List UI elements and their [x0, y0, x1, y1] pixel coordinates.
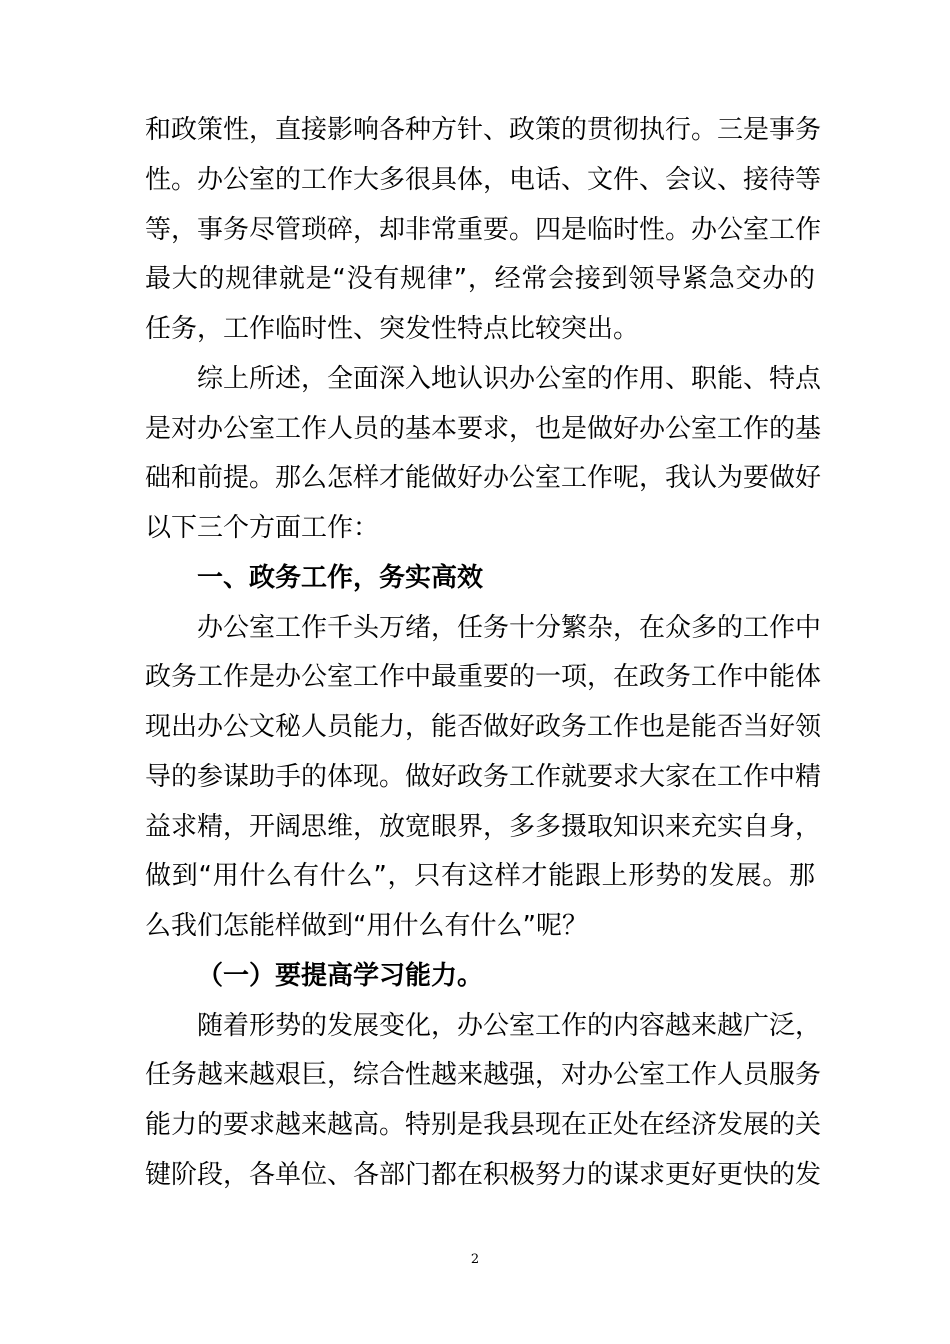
text-line: 是对办公室工作人员的基本要求，也是做好办公室工作的基 [145, 414, 822, 444]
text-line: 等，事务尽管琐碎，却非常重要。四是临时性。办公室工作 [145, 215, 822, 245]
text-line: 导的参谋助手的体现。做好政务工作就要求大家在工作中精 [145, 762, 822, 792]
text-line: 政务工作是办公室工作中最重要的一项，在政务工作中能体 [145, 662, 822, 692]
paragraph-first-line: 随着形势的发展变化，办公室工作的内容越来越广泛， [197, 1011, 822, 1041]
paragraph-first-line: 办公室工作千头万绪，任务十分繁杂，在众多的工作中 [197, 613, 822, 643]
text-line: 以下三个方面工作： [145, 513, 380, 543]
paragraph-first-line: 综上所述，全面深入地认识办公室的作用、职能、特点 [197, 364, 822, 394]
subsection-heading: （一）要提高学习能力。 [197, 961, 484, 991]
text-line: 键阶段，各单位、各部门都在积极努力的谋求更好更快的发 [145, 1160, 822, 1190]
section-heading: 一、政务工作，务实高效 [197, 563, 484, 593]
text-line: 做到“用什么有什么”，只有这样才能跟上形势的发展。那 [145, 861, 815, 891]
page-number: 2 [470, 1252, 480, 1267]
text-line: 任务越来越艰巨，综合性越来越强，对办公室工作人员服务 [145, 1060, 822, 1090]
text-line: 和政策性，直接影响各种方针、政策的贯彻执行。三是事务 [145, 115, 822, 145]
text-line: 益求精，开阔思维，放宽眼界，多多摄取知识来充实自身， [145, 812, 822, 842]
text-line: 么我们怎能样做到“用什么有什么”呢？ [145, 911, 588, 941]
text-line: 能力的要求越来越高。特别是我县现在正处在经济发展的关 [145, 1110, 822, 1140]
text-line: 性。办公室的工作大多很具体，电话、文件、会议、接待等 [145, 165, 822, 195]
text-line: 础和前提。那么怎样才能做好办公室工作呢，我认为要做好 [145, 463, 822, 493]
text-line: 任务，工作临时性、突发性特点比较突出。 [145, 314, 640, 344]
text-line: 现出办公文秘人员能力，能否做好政务工作也是能否当好领 [145, 712, 822, 742]
text-line: 最大的规律就是“没有规律”，经常会接到领导紧急交办的 [145, 264, 815, 294]
